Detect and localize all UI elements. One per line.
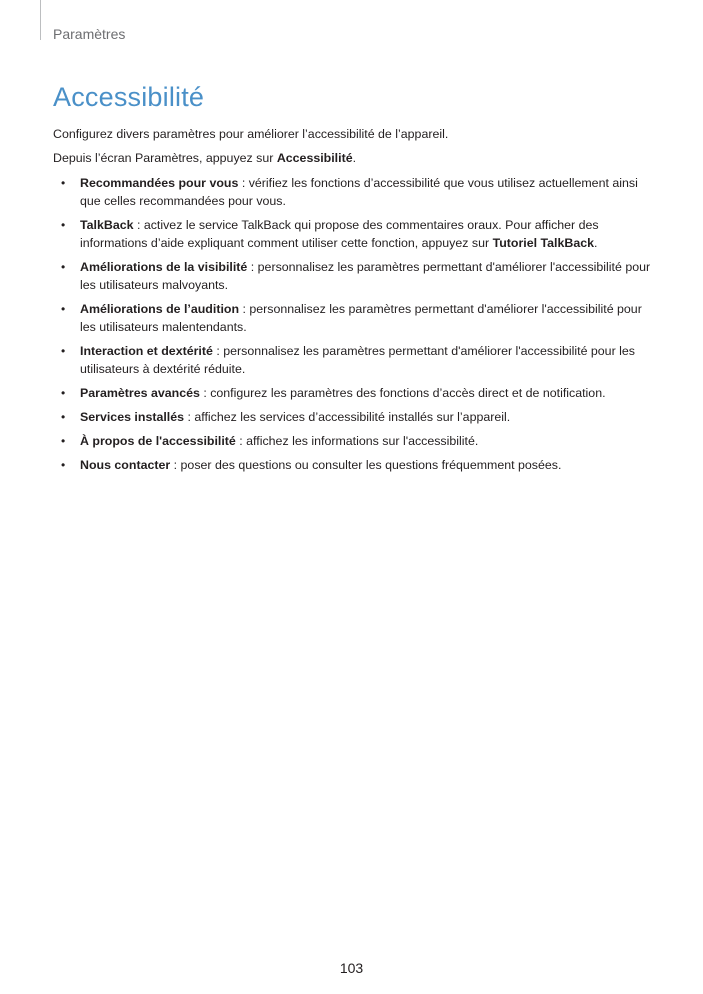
item-description: : poser des questions ou consulter les questions fréquemment posées.	[170, 458, 562, 472]
intro-instruction-prefix: Depuis l’écran Paramètres, appuyez sur	[53, 151, 277, 165]
item-description: : affichez les informations sur l'accessibilité.	[235, 434, 479, 448]
item-extra-bold: Tutoriel TalkBack	[492, 236, 595, 250]
list-item	[53, 432, 653, 450]
item-term: Améliorations de l’audition	[80, 302, 240, 316]
bullet-icon: •	[61, 260, 66, 274]
intro-text: Configurez divers paramètres pour améliorer l’accessibilité de l’appareil.	[53, 127, 449, 141]
item-term: Paramètres avancés	[80, 386, 200, 400]
bullet-icon: •	[61, 344, 66, 358]
item-description: : vérifiez les fonctions d’accessibilité que vous utilisez actuellement ainsi que celles recommandées pour vous.	[80, 176, 638, 208]
item-term: Services installés	[80, 410, 185, 424]
intro-instruction-bold: Accessibilité	[276, 151, 353, 165]
item-term: Améliorations de la visibilité	[80, 260, 248, 274]
item-description: : personnalisez les paramètres permettant d'améliorer l'accessibilité pour les utilisateurs à dextérité réduite.	[80, 344, 635, 376]
item-term: Recommandées pour vous	[80, 176, 239, 190]
item-description: : personnalisez les paramètres permettant d'améliorer l'accessibilité pour les utilisateurs malentendants.	[80, 302, 642, 334]
bullet-icon: •	[61, 386, 66, 400]
bullet-icon: •	[61, 302, 66, 316]
item-term: À propos de l'accessibilité	[80, 434, 236, 448]
item-term: Interaction et dextérité	[80, 344, 213, 358]
page-number: 103	[339, 960, 364, 976]
list-item	[53, 300, 653, 336]
item-description: : personnalisez les paramètres permettant d'améliorer l'accessibilité pour les utilisateurs malvoyants.	[80, 260, 651, 292]
item-description: : affichez les services d’accessibilité installés sur l’appareil.	[184, 410, 511, 424]
intro-instruction	[53, 149, 356, 167]
item-term: TalkBack	[80, 218, 134, 232]
item-description: : activez le service TalkBack qui propose des commentaires oraux. Pour afficher des informations d’aide expliquant comment utiliser cette fonction, appuyez sur	[80, 218, 599, 250]
page-title: Accessibilité	[53, 82, 205, 112]
list-item	[53, 174, 653, 210]
intro-instruction-suffix: .	[352, 151, 357, 165]
accessibility-options-list	[53, 174, 653, 480]
header-divider	[40, 0, 41, 40]
list-item	[53, 456, 653, 474]
bullet-icon: •	[61, 218, 66, 232]
running-header: Paramètres	[53, 26, 126, 42]
bullet-icon: •	[61, 458, 66, 472]
list-item	[53, 342, 653, 378]
bullet-icon: •	[61, 410, 66, 424]
item-term: Nous contacter	[80, 458, 171, 472]
list-item	[53, 258, 653, 294]
item-end: .	[594, 236, 598, 250]
bullet-icon: •	[61, 176, 66, 190]
list-item	[53, 408, 653, 426]
list-item	[53, 216, 653, 252]
item-description: : configurez les paramètres des fonctions d’accès direct et de notification.	[199, 386, 606, 400]
list-item	[53, 384, 653, 402]
bullet-icon: •	[61, 434, 66, 448]
